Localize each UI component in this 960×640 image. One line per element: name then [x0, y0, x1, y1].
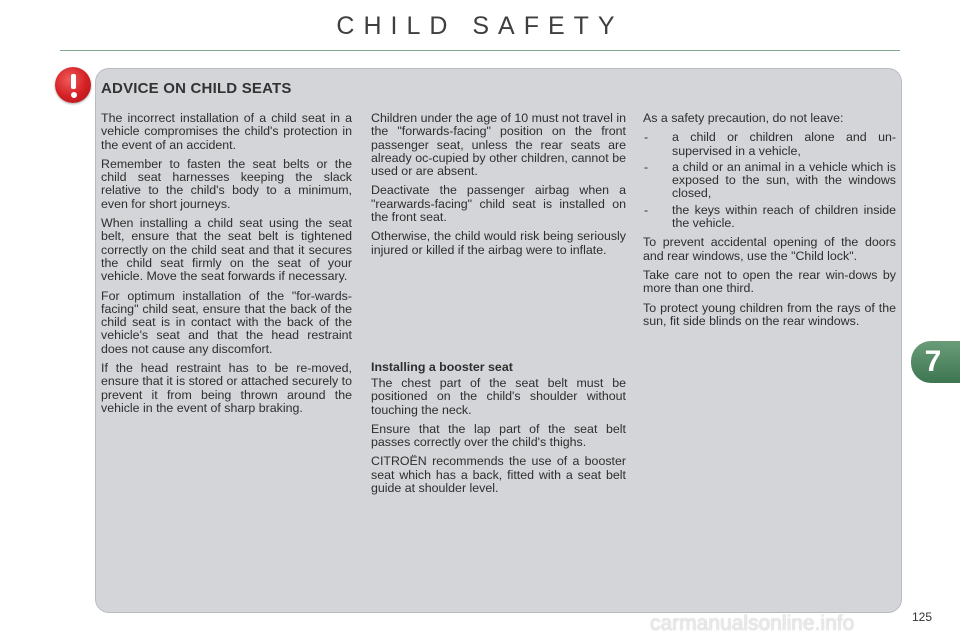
precaution-list [643, 131, 896, 230]
section-heading: ADVICE ON CHILD SEATS [101, 80, 292, 97]
paragraph: The chest part of the seat belt must be positioned on the child's shoulder without touching the neck. [371, 376, 626, 417]
exclamation-dot [71, 92, 77, 98]
list-item-text: a child or an animal in a vehicle which is exposed to the sun, with the windows closed, [672, 159, 896, 201]
list-item: - a child or children alone and un-supervised in a vehicle, [644, 130, 896, 158]
watermark: carmanualsonline.info [650, 612, 855, 635]
list-item: - a child or an animal in a vehicle which is exposed to the sun, with the windows closed, [644, 159, 896, 201]
list-item: - the keys within reach of children inside the vehicle. [644, 202, 896, 231]
paragraph: For optimum installation of the "for-wards-facing" child seat, ensure that the back of the child seat is in contact with the back of the vehicle's seat and that the head restraint does not cause any discomfort. [101, 288, 352, 356]
paragraph: As a safety precaution, do not leave: [643, 111, 844, 125]
paragraph: CITROËN recommends the use of a booster seat which has a back, fitted with a seat belt guide at shoulder level. [371, 454, 626, 496]
paragraph: Children under the age of 10 must not travel in the "forwards-facing" position on the front passenger seat, unless the rear seats are already oc-cupied by other children, cannot be used or are absent. [371, 111, 626, 179]
column-3 [643, 112, 896, 334]
list-item-text: the keys within reach of children inside the vehicle. [672, 202, 896, 231]
chapter-number: 7 [924, 345, 942, 378]
booster-seat-heading: Installing a booster seat [371, 360, 513, 374]
paragraph: Take care not to open the rear win-dows by more than one third. [643, 267, 896, 296]
paragraph: The incorrect installation of a child seat in a vehicle compromises the child's protection in the event of an accident. [101, 111, 352, 152]
page-number: 125 [912, 610, 933, 624]
paragraph: Ensure that the lap part of the seat belt passes correctly over the child's thighs. [371, 421, 626, 450]
exclamation-warning-icon [55, 67, 91, 103]
paragraph: Otherwise, the child would risk being seriously injured or killed if the airbag were to inflate. [371, 229, 626, 257]
booster-seat-text [371, 377, 626, 501]
paragraph: When installing a child seat using the seat belt, ensure that the seat belt is tightened correctly on the child seat and that it secures the child seat firmly on the seat of your vehicle. Move the seat forwards if necessary. [101, 216, 352, 284]
column-1 [101, 112, 352, 421]
exclamation-bar [71, 74, 76, 89]
paragraph: To prevent accidental opening of the doors and rear windows, use the "Child lock". [643, 235, 896, 263]
paragraph: To protect young children from the rays of the sun, fit side blinds on the rear windows. [643, 300, 896, 328]
list-item-text: a child or children alone and un-supervised in a vehicle, [672, 130, 896, 158]
paragraph: If the head restraint has to be re-moved, ensure that it is stored or attached securely to prevent it from being thrown around the vehicle in the event of sharp braking. [101, 361, 352, 415]
paragraph: Remember to fasten the seat belts or the child seat harnesses keeping the slack relative to the child's body to a minimum, even for short journeys. [101, 156, 352, 211]
title-divider [60, 50, 900, 51]
page-title: CHILD SAFETY [336, 12, 624, 40]
paragraph: Deactivate the passenger airbag when a "rearwards-facing" child seat is installed on the front seat. [371, 183, 626, 225]
column-2 [371, 112, 626, 263]
